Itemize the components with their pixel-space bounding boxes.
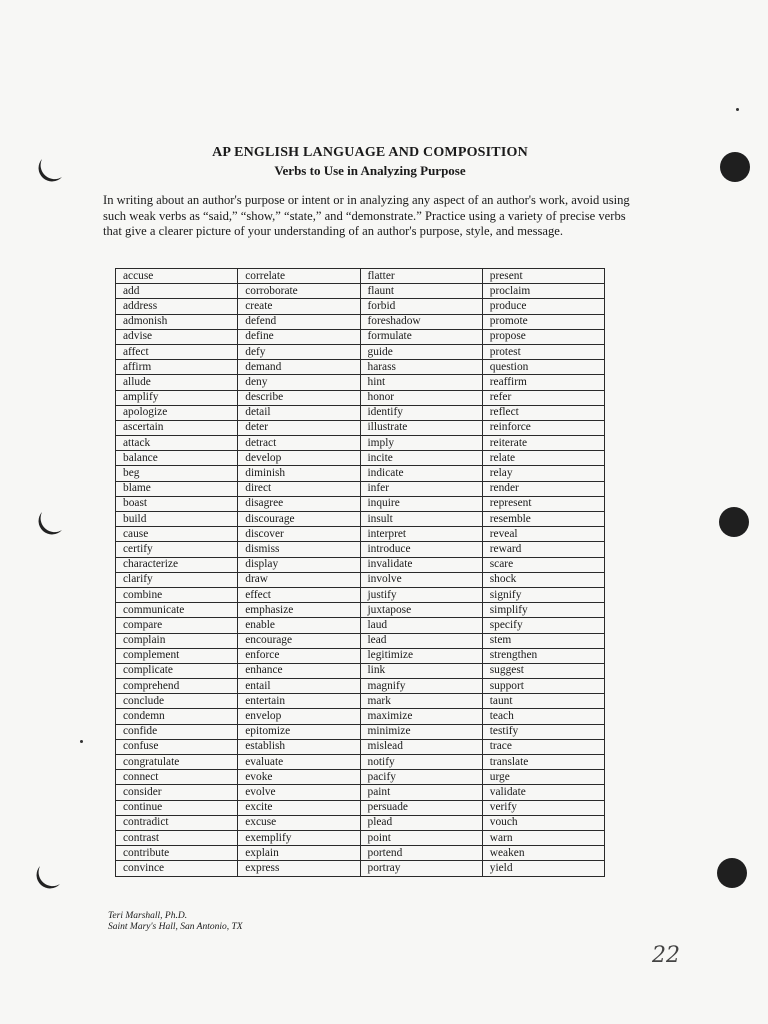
table-row [116,861,605,876]
verb-cell: continue [116,800,238,815]
verb-cell: represent [482,496,604,511]
verb-cell: illustrate [360,420,482,435]
verb-cell: ascertain [116,420,238,435]
page-title: AP ENGLISH LANGUAGE AND COMPOSITION [212,145,528,160]
verb-cell: enforce [238,648,360,663]
verb-cell: enhance [238,663,360,678]
table-row [116,344,605,359]
verb-cell: honor [360,390,482,405]
verb-cell: support [482,679,604,694]
verb-cell: complicate [116,663,238,678]
table-row [116,481,605,496]
table-row [116,724,605,739]
table-row [116,815,605,830]
verb-cell: address [116,299,238,314]
verb-cell: juxtapose [360,603,482,618]
verb-cell: epitomize [238,724,360,739]
verb-cell: complain [116,633,238,648]
verb-cell: reward [482,542,604,557]
verb-cell: imply [360,436,482,451]
verb-cell: effect [238,587,360,602]
table-row [116,755,605,770]
verb-cell: emphasize [238,603,360,618]
scan-speck [736,108,739,111]
verb-cell: notify [360,755,482,770]
table-row [116,739,605,754]
verb-cell: attack [116,436,238,451]
verb-cell: excite [238,800,360,815]
verb-cell: introduce [360,542,482,557]
verb-cell: trace [482,739,604,754]
verb-cell: encourage [238,633,360,648]
table-row [116,466,605,481]
verb-cell: proclaim [482,284,604,299]
verb-cell: propose [482,329,604,344]
verb-cell: render [482,481,604,496]
verb-cell: shock [482,572,604,587]
verb-cell: indicate [360,466,482,481]
verb-cell: disagree [238,496,360,511]
verb-cell: evaluate [238,755,360,770]
verb-cell: combine [116,587,238,602]
verb-cell: describe [238,390,360,405]
verb-cell: excuse [238,815,360,830]
verb-cell: justify [360,587,482,602]
verb-cell: dismiss [238,542,360,557]
verb-cell: harass [360,360,482,375]
verb-cell: discourage [238,512,360,527]
table-row [116,679,605,694]
verb-cell: entail [238,679,360,694]
verb-cell: reiterate [482,436,604,451]
verb-cell: apologize [116,405,238,420]
table-row [116,390,605,405]
table-row [116,405,605,420]
verb-cell: yield [482,861,604,876]
verb-cell: exemplify [238,830,360,845]
verb-cell: signify [482,587,604,602]
verb-cell: affect [116,344,238,359]
footer-author: Teri Marshall, Ph.D. [108,911,188,921]
verb-cell: discover [238,527,360,542]
table-row [116,360,605,375]
table-row [116,527,605,542]
verb-cell: present [482,269,604,284]
verb-cell: teach [482,709,604,724]
verb-cell: weaken [482,846,604,861]
verb-cell: relate [482,451,604,466]
verb-cell: compare [116,618,238,633]
table-row [116,436,605,451]
verb-cell: demand [238,360,360,375]
verb-cell: display [238,557,360,572]
verb-cell: forbid [360,299,482,314]
punch-hole-bottom [717,858,747,888]
verb-cell: connect [116,770,238,785]
verb-cell: cause [116,527,238,542]
verb-cell: evolve [238,785,360,800]
verb-cell: produce [482,299,604,314]
verb-cell: correlate [238,269,360,284]
verb-cell: affirm [116,360,238,375]
verb-cell: detract [238,436,360,451]
verb-cell: paint [360,785,482,800]
verb-cell: validate [482,785,604,800]
verb-cell: congratulate [116,755,238,770]
verb-cell: portray [360,861,482,876]
verb-cell: guide [360,344,482,359]
verb-cell: defend [238,314,360,329]
footer-credit [108,911,243,933]
table-row [116,663,605,678]
table-row [116,846,605,861]
table-row [116,603,605,618]
verb-cell: suggest [482,663,604,678]
table-row [116,420,605,435]
verb-cell: amplify [116,390,238,405]
verb-cell: mark [360,694,482,709]
verb-cell: formulate [360,329,482,344]
verb-cell: urge [482,770,604,785]
verb-cell: balance [116,451,238,466]
verb-cell: confuse [116,739,238,754]
verb-cell: protest [482,344,604,359]
verb-cell: interpret [360,527,482,542]
verb-cell: incite [360,451,482,466]
handwritten-page-number: 22 [652,943,680,968]
table-row [116,785,605,800]
verb-cell: flatter [360,269,482,284]
verb-cell: vouch [482,815,604,830]
verb-cell: reaffirm [482,375,604,390]
verb-cell: point [360,830,482,845]
verb-cell: laud [360,618,482,633]
table-row [116,542,605,557]
verb-cell: invalidate [360,557,482,572]
verb-cell: inquire [360,496,482,511]
table-row [116,648,605,663]
verb-cell: specify [482,618,604,633]
verb-cell: lead [360,633,482,648]
table-row [116,572,605,587]
verb-cell: blame [116,481,238,496]
verb-cell: contribute [116,846,238,861]
binder-ring-shadow-middle [36,508,66,538]
table-row [116,618,605,633]
verb-cell: beg [116,466,238,481]
verb-cell: persuade [360,800,482,815]
verb-cell: accuse [116,269,238,284]
verb-cell: deter [238,420,360,435]
verb-cell: certify [116,542,238,557]
verb-cell: conclude [116,694,238,709]
table-row [116,496,605,511]
verb-cell: strengthen [482,648,604,663]
verb-cell: clarify [116,572,238,587]
verb-cell: identify [360,405,482,420]
verb-cell: flaunt [360,284,482,299]
table-row [116,830,605,845]
verb-cell: warn [482,830,604,845]
verb-cell: stem [482,633,604,648]
verb-cell: testify [482,724,604,739]
table-row [116,800,605,815]
verb-cell: reinforce [482,420,604,435]
verb-cell: simplify [482,603,604,618]
verb-cell: question [482,360,604,375]
verb-cell: convince [116,861,238,876]
verb-cell: plead [360,815,482,830]
verb-cell: taunt [482,694,604,709]
verb-cell: create [238,299,360,314]
verb-cell: refer [482,390,604,405]
verb-cell: complement [116,648,238,663]
verb-cell: deny [238,375,360,390]
verb-cell: communicate [116,603,238,618]
table-row [116,709,605,724]
verb-cell: infer [360,481,482,496]
verb-cell: legitimize [360,648,482,663]
intro-paragraph: In writing about an author's purpose or intent or in analyzing any aspect of an author's work, avoid using such weak verbs as “said,” “show,” “state,” and “demonstrate.” Practice using a variety of precise verbs that give a clearer picture of your understanding of an author's purpose, style, and message. [103,193,630,238]
verb-cell: promote [482,314,604,329]
verb-cell: advise [116,329,238,344]
verb-cell: condemn [116,709,238,724]
table-row [116,451,605,466]
verb-cell: draw [238,572,360,587]
footer-school: Saint Mary's Hall, San Antonio, TX [108,922,243,932]
verb-cell: maximize [360,709,482,724]
table-row [116,587,605,602]
verb-cell: consider [116,785,238,800]
table-row [116,375,605,390]
verb-cell: translate [482,755,604,770]
verb-cell: establish [238,739,360,754]
verb-cell: link [360,663,482,678]
verb-cell: define [238,329,360,344]
table-row [116,512,605,527]
table-row [116,770,605,785]
binder-ring-shadow-bottom [34,862,64,892]
verb-cell: explain [238,846,360,861]
verb-cell: verify [482,800,604,815]
verbs-table [115,268,605,877]
verb-cell: evoke [238,770,360,785]
page-subtitle: Verbs to Use in Analyzing Purpose [274,163,466,178]
verb-cell: add [116,284,238,299]
verb-cell: admonish [116,314,238,329]
table-row [116,329,605,344]
verb-cell: diminish [238,466,360,481]
verb-cell: reveal [482,527,604,542]
verb-cell: corroborate [238,284,360,299]
verb-cell: magnify [360,679,482,694]
verb-cell: involve [360,572,482,587]
verb-cell: boast [116,496,238,511]
verb-cell: mislead [360,739,482,754]
verb-cell: foreshadow [360,314,482,329]
verb-cell: confide [116,724,238,739]
table-row [116,694,605,709]
verb-cell: direct [238,481,360,496]
table-row [116,633,605,648]
verb-cell: scare [482,557,604,572]
verb-cell: reflect [482,405,604,420]
scan-speck [80,740,83,743]
verb-cell: entertain [238,694,360,709]
verb-cell: envelop [238,709,360,724]
verb-cell: portend [360,846,482,861]
verb-cell: contrast [116,830,238,845]
punch-hole-middle [719,507,749,537]
table-row [116,557,605,572]
verb-cell: allude [116,375,238,390]
table-row [116,284,605,299]
verb-cell: relay [482,466,604,481]
verb-cell: enable [238,618,360,633]
table-row [116,299,605,314]
table-row [116,269,605,284]
table-row [116,314,605,329]
verb-cell: insult [360,512,482,527]
verb-cell: detail [238,405,360,420]
verb-cell: hint [360,375,482,390]
verb-cell: build [116,512,238,527]
verb-cell: contradict [116,815,238,830]
verb-cell: characterize [116,557,238,572]
verb-cell: pacify [360,770,482,785]
verb-cell: resemble [482,512,604,527]
verb-cell: minimize [360,724,482,739]
verb-cell: defy [238,344,360,359]
verb-cell: comprehend [116,679,238,694]
verb-cell: develop [238,451,360,466]
verb-cell: express [238,861,360,876]
